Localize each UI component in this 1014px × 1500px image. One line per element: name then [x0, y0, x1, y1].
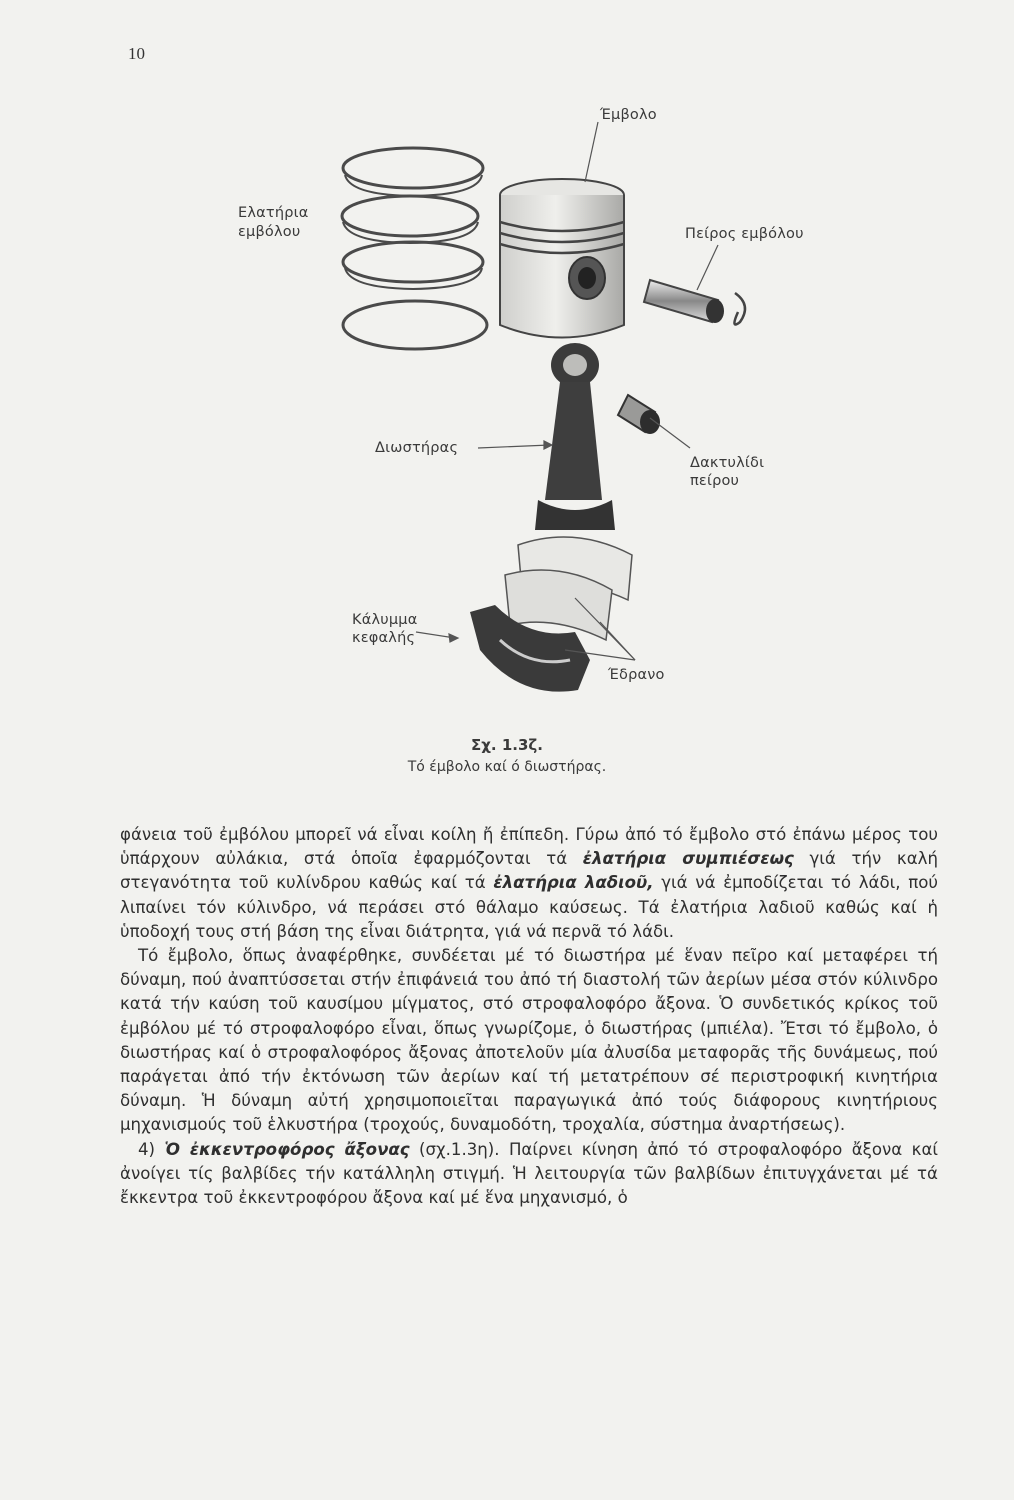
label-rings-line2: εμβόλου: [238, 224, 301, 240]
label-piston-pin: Πείρος εμβόλου: [685, 226, 804, 242]
page-number: 10: [128, 44, 145, 63]
label-cap-line1: Κάλυμμα: [352, 612, 418, 628]
label-bearing: Έδρανο: [608, 667, 665, 683]
paragraph-2: Τό ἔμβολο, ὅπως ἀναφέρθηκε, συνδέεται μέ τό διωστήρα μέ ἕναν πεῖρο καί μεταφέρει τή δύναμη, πού ἀναπτύσσεται στήν ἐπιφάνειά του ἀπό τή διαστολή τῶν ἀερίων μέσα στόν κύλινδρο κατά τήν καύση τοῦ καυσίμου μίγματος, στό στροφαλοφόρο ἄξονα. Ὁ συνδετικός κρίκος τοῦ ἐμβόλου μέ τό στροφαλοφόρο εἶναι, ὅπως γνωρίζομε, ὁ διωστήρας (μπιέλα). Ἔτσι τό ἔμβολο, ὁ διωστήρας καί ὁ στροφαλοφόρος ἄξονας ἀποτελοῦν μία ἀλυσίδα μεταφορᾶς τῆς δυνάμεως, πού παράγεται ἀπό τήν ἐκτόνωση τῶν ἀερίων καί τή μετατρέπουν σέ περιστροφική κινητήρια δύναμη. Ἡ δύναμη αὐτή χρησιμοποιεῖται παραγωγικά ἀπό τούς διάφορους κινητήριους μηχανισμούς τοῦ ἑλκυστήρα (τροχούς, δυναμοδότη, τροχαλία, σύστημα ἀναρτήσεως).: [120, 946, 938, 1135]
figure-caption-number: Σχ. 1.3ζ.: [471, 736, 543, 754]
label-rings-line1: Ελατήρια: [238, 205, 309, 221]
label-cap-line2: κεφαλής: [352, 630, 416, 646]
label-bushing-line1: Δακτυλίδι: [690, 455, 765, 471]
figure-caption-text: Τό έμβολο καί ό διωστήρας.: [407, 759, 607, 775]
label-piston: Έμβολο: [600, 107, 657, 123]
body-text: [120, 823, 938, 1210]
piston-pin: [644, 280, 745, 324]
label-connecting-rod: Διωστήρας: [375, 440, 459, 456]
bearing-shells: [505, 537, 632, 640]
label-bushing-line2: πείρου: [690, 473, 740, 489]
pin-bushing: [618, 395, 660, 434]
paragraph-1: φάνεια τοῦ ἐμβόλου μπορεῖ νά εἶναι κοίλη ἤ ἐπίπεδη. Γύρω ἀπό τό ἔμβολο στό ἐπάνω μέρος του ὑπάρχουν αὐλάκια, στά ὁποῖα ἐφαρμόζονται τά ἐλατήρια συμπιέσεως γιά τήν καλή στεγανότητα τοῦ κυλίνδρου καθώς καί τά ἐλατήρια λαδιοῦ, γιά νά ἐμποδίζεται τό λάδι, πού λιπαίνει τόν κύλινδρο, νά περάσει στό θάλαμο καύσεως. Τά ἐλατήρια λαδιοῦ καθώς καί ἡ ὑποδοχή τους στή βάση της εἶναι διάτρητα, γιά νά περνᾶ τό λάδι.: [120, 825, 938, 941]
piston-rings: [342, 148, 487, 349]
piston: [500, 179, 624, 338]
term-compression-rings: ἐλατήρια συμπιέσεως: [582, 849, 794, 869]
term-camshaft: Ὁ ἐκκεντροφόρος ἄξονας: [164, 1139, 410, 1159]
paragraph-3: 4) Ὁ ἐκκεντροφόρος ἄξονας (σχ.1.3η). Παίρνει κίνηση ἀπό τό στροφαλοφόρο ἄξονα καί ἀνοίγει τίς βαλβίδες τήν κατάλληλη στιγμή. Ἡ λειτουργία τῶν βαλβίδων ἐπιτυγχάνεται μέ τά ἔκκεντρα τοῦ ἐκκεντροφόρου ἄξονα καί μέ ἕνα μηχανισμό, ὁ: [120, 1139, 938, 1208]
connecting-rod: [535, 343, 615, 530]
term-oil-rings: ἐλατήρια λαδιοῦ,: [493, 873, 654, 893]
